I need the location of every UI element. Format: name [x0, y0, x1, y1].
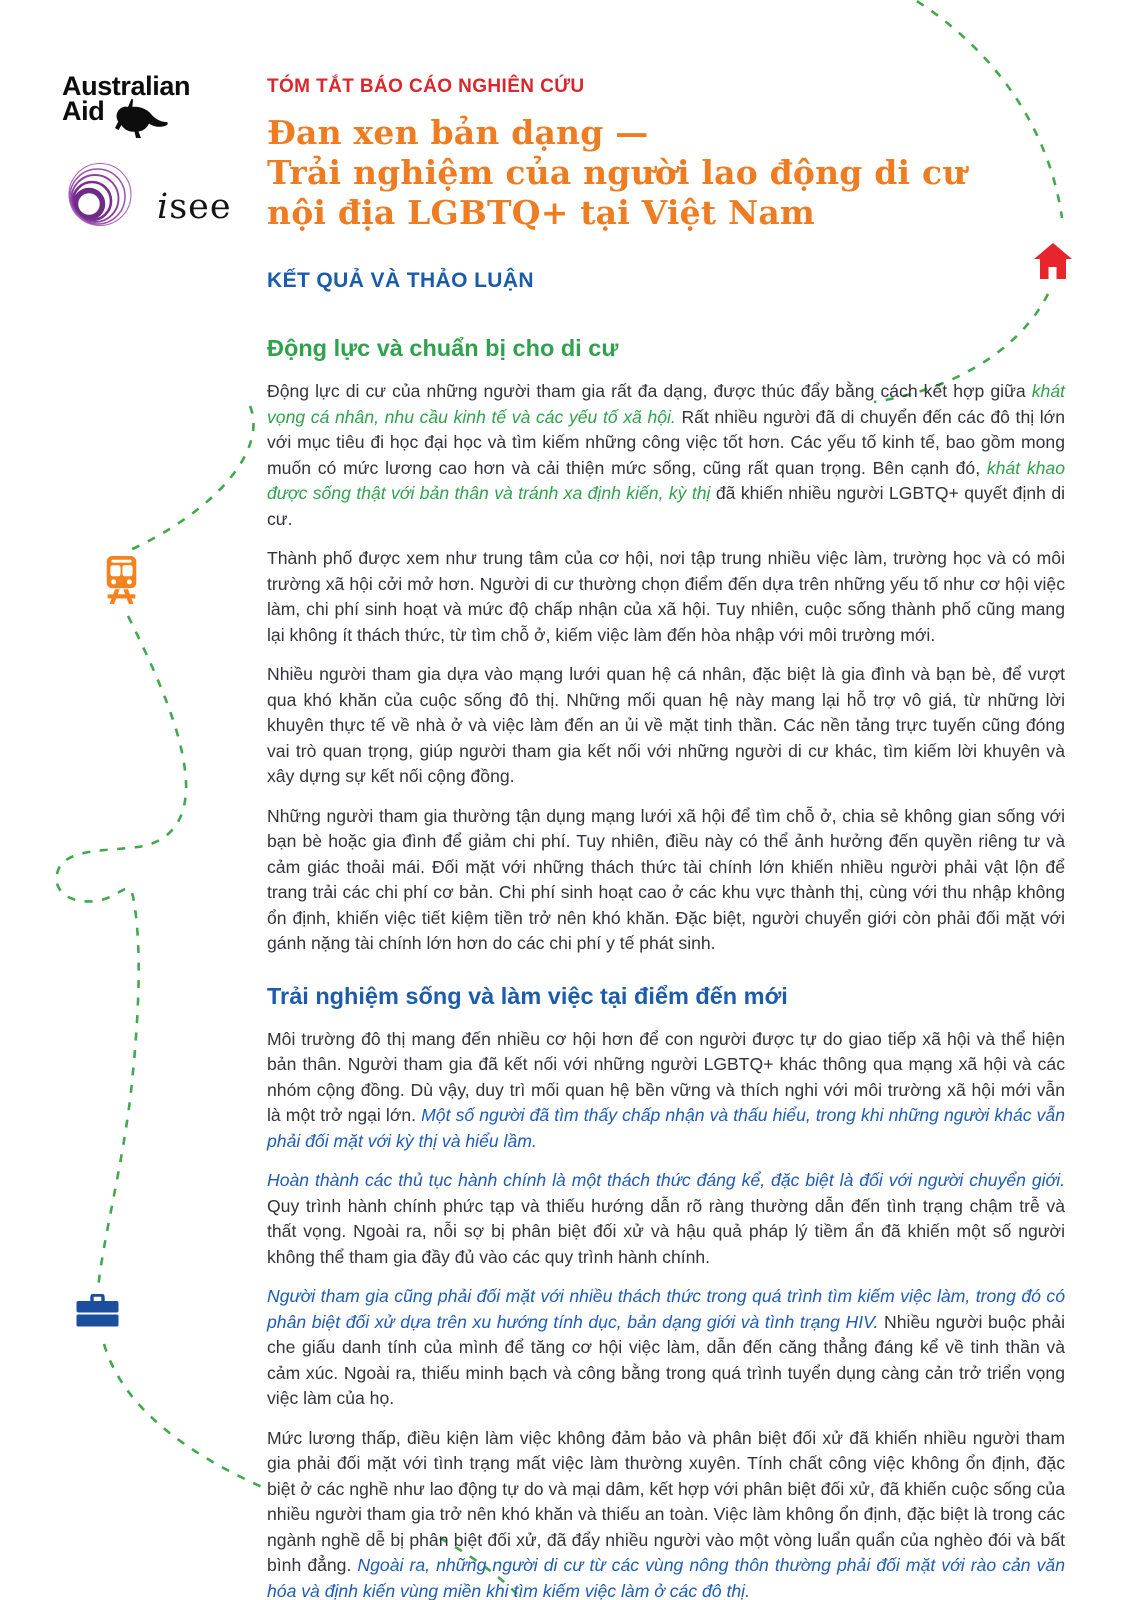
- body-text: Những người tham gia thường tận dụng mạng lưới xã hội để tìm chỗ ở, chia sẻ không gian sống với bạn bè hoặc gia đình để giảm chi phí. Tuy nhiên, điều này có thể ảnh hưởng đến quyền riêng tư và cảm giác thoải mái. Đối mặt với những thách thức tài chính lớn khiến nhiều người phải vật lộn để trang trải các chi phí cơ bản. Chi phí sinh hoạt cao ở các khu vực thành thị, cùng với thu nhập không ổn định, khiến việc tiết kiệm tiền trở nên khó khăn. Đặc biệt, người chuyển giới còn phải đối mặt với gánh nặng tài chính lớn hơn do các chi phí y tế phát sinh.: [267, 805, 1065, 953]
- emphasis-text: Một số người đã tìm thấy chấp nhận và thấu hiểu, trong khi những người khác vẫn phải đối mặt với kỳ thị và hiểu lầm.: [267, 1105, 1065, 1151]
- australian-aid-logo: [62, 71, 191, 141]
- route-segment-below-briefcase: [104, 1344, 262, 1487]
- emphasis-text: Ngoài ra, những người di cư từ các vùng nông thôn thường phải đối mặt với rào cản văn hóa và định kiến vùng miền khi tìm kiếm việc làm ở các đô thị.: [267, 1555, 1066, 1600]
- isee-logo-text: isee: [157, 187, 232, 227]
- emphasis-text: Hoàn thành các thủ tục hành chính là một thách thức đáng kể, đặc biệt là đối với người chuyển giới.: [267, 1170, 1065, 1190]
- emphasis-text: khát vọng cá nhân, nhu cầu kinh tế và các yếu tố xã hội.: [267, 381, 1065, 427]
- paragraph: [267, 1027, 1065, 1155]
- section-migration-motivation: [267, 335, 1065, 957]
- report-title: [267, 113, 1065, 233]
- body-text: Rất nhiều người đã di chuyển đến các đô thị lớn với mục tiêu đi học đại học và tìm kiếm những công việc tốt hơn. Các yếu tố kinh tế, bao gồm mong muốn có mức lương cao hơn và cải thiện mức sống, cũng rất quan trọng. Bên cạnh đó,: [267, 406, 1065, 478]
- content-column: [267, 76, 1065, 1600]
- paragraph: [267, 1426, 1065, 1600]
- body-text: đã khiến nhiều người LGBTQ+ quyết định di cư.: [267, 483, 1066, 529]
- isee-spiral-icon: [55, 162, 151, 236]
- section-heading: Trải nghiệm sống và làm việc tại điểm đến mới: [267, 982, 788, 1009]
- australian-aid-logo-line1: Australian: [62, 71, 191, 101]
- train-icon: [103, 556, 140, 604]
- paragraph: [267, 379, 1065, 532]
- paragraph: [267, 1284, 1065, 1412]
- report-title-line2: Trải nghiệm của người lao động di cư: [267, 153, 967, 192]
- body-text: Động lực di cư của những người tham gia rất đa dạng, được thúc đẩy bằng cách kết hợp giữa: [267, 381, 1032, 401]
- paragraph: [267, 662, 1065, 790]
- report-type-label: TÓM TẮT BÁO CÁO NGHIÊN CỨU: [267, 76, 585, 97]
- body-text: Thành phố được xem như trung tâm của cơ hội, nơi tập trung nhiều việc làm, trường học và có môi trường xã hội cởi mở hơn. Người di cư thường chọn điểm đến dựa trên những yếu tố như cơ hội việc làm, chi phí sinh hoạt và mức độ chấp nhận của xã hội. Tuy nhiên, cuộc sống thành phố cũng mang lại không ít thách thức, từ tìm chỗ ở, kiếm việc làm đến hòa nhập với môi trường mới.: [267, 548, 1065, 645]
- route-segment-train-to-briefcase: [57, 616, 187, 1290]
- route-segment-to-train: [126, 406, 253, 552]
- briefcase-icon: [76, 1294, 119, 1327]
- report-title-line3: nội địa LGBTQ+ tại Việt Nam: [267, 193, 816, 232]
- emphasis-text: khát khao được sống thật với bản thân và tránh xa định kiến, kỳ thị: [267, 457, 1066, 503]
- emphasis-text: Người tham gia cũng phải đối mặt với nhiều thách thức trong quá trình tìm kiếm việc làm, trong đó có phân biệt đối xử dựa trên xu hướng tính dục, bản dạng giới và tình trạng HIV.: [267, 1286, 1065, 1332]
- australian-aid-logo-line2: Aid: [62, 96, 105, 126]
- isee-logo: [55, 162, 232, 236]
- kangaroo-icon: [108, 97, 170, 141]
- body-text: Mức lương thấp, điều kiện làm việc không đảm bảo và phân biệt đối xử đã khiến nhiều người tham gia phải đối mặt với tình trạng mất việc làm thường xuyên. Tính chất công việc không ổn định, đặc biệt ở các nghề như lao động tự do và mại dâm, kết hợp với phân biệt đối xử, đã khiến cuộc sống của nhiều người tham gia trở nên khó khăn và thiếu an toàn. Việc làm không ổn định, đặc biệt là trong các ngành nghề dễ bị phân biệt đối xử, đã đẩy nhiều người vào một vòng luẩn quẩn của nghèo đói và bất bình đẳng.: [267, 1427, 1065, 1575]
- paragraph: [267, 804, 1065, 957]
- section-paragraphs: [267, 1027, 1065, 1600]
- report-title-line1: Đan xen bản dạng —: [267, 113, 649, 152]
- body-text: Môi trường đô thị mang đến nhiều cơ hội hơn để con người được tự do giao tiếp xã hội và thể hiện bản thân. Người tham gia đã kết nối với những người LGBTQ+ khác thông qua mạng xã hội và các nhóm cộng đồng. Dù vậy, duy trì mối quan hệ bền vững và thích nghi với môi trường xã hội mới vẫn là một trở ngại lớn.: [267, 1028, 1065, 1125]
- body-text: Nhiều người tham gia dựa vào mạng lưới quan hệ cá nhân, đặc biệt là gia đình và bạn bè, để vượt qua khó khăn của cuộc sống đô thị. Những mối quan hệ này mang lại hỗ trợ vô giá, từ những lời khuyên thực tế về nhà ở và việc làm đến an ủi về mặt tinh thần. Các nền tảng trực tuyến cũng đóng vai trò quan trọng, giúp người tham gia kết nối với những người di cư khác, tìm kiếm lời khuyên và xây dựng sự kết nối cộng đồng.: [267, 664, 1065, 786]
- body-text: Quy trình hành chính phức tạp và thiếu hướng dẫn rõ ràng thường dẫn đến tình trạng chậm trễ và thất vọng. Ngoài ra, nỗi sợ bị phân biệt đối xử và hậu quả pháp lý tiềm ẩn đã khiến một số người không thể tham gia đầy đủ vào các quy trình hành chính.: [267, 1195, 1065, 1267]
- paragraph: [267, 546, 1065, 648]
- section-heading: Động lực và chuẩn bị cho di cư: [267, 335, 619, 361]
- section-paragraphs: [267, 379, 1065, 957]
- body-text: Nhiều người buộc phải che giấu danh tính của mình để tăng cơ hội việc làm, dẫn đến căng thẳng đáng kể về tinh thần và cảm xúc. Ngoài ra, thiếu minh bạch và công bằng trong quá trình tuyển dụng càng cản trở triển vọng việc làm của họ.: [267, 1311, 1066, 1408]
- results-discussion-heading: KẾT QUẢ VÀ THẢO LUẬN: [267, 269, 534, 292]
- paragraph: [267, 1168, 1065, 1270]
- section-living-working-experience: [267, 983, 1065, 1600]
